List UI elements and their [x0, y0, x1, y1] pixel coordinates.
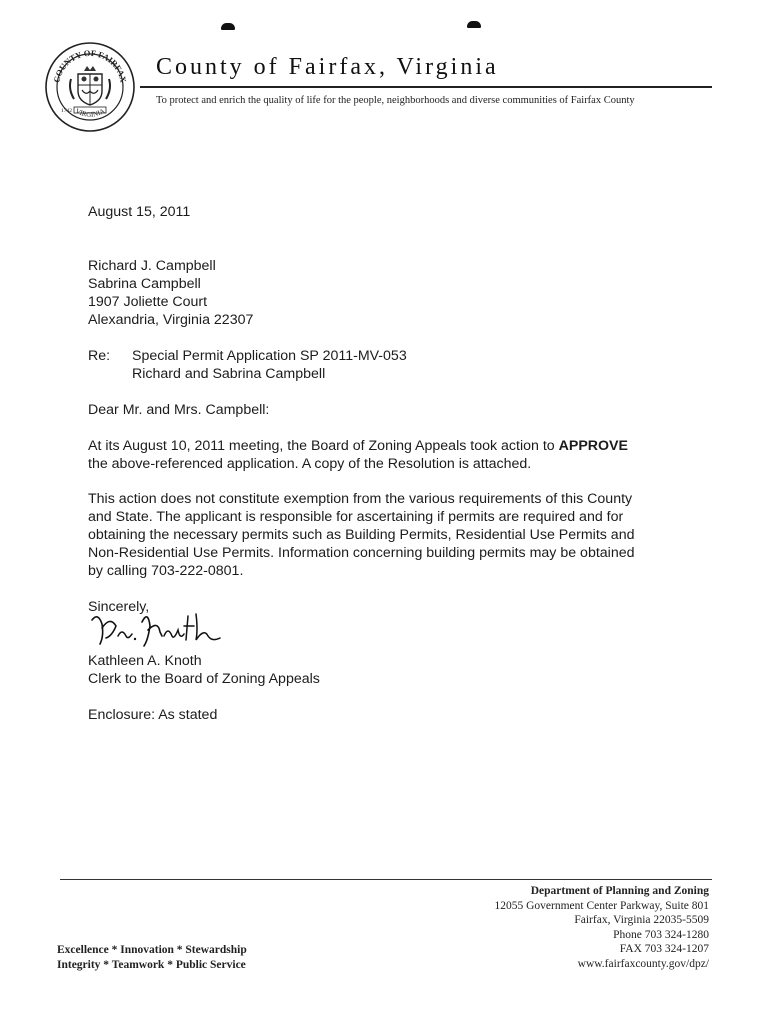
seal-top-text: COUNTY OF FAIRFAX — [51, 47, 129, 84]
scan-mark-left — [221, 23, 235, 30]
salutation: Dear Mr. and Mrs. Campbell: — [88, 402, 270, 418]
department-address-block — [494, 884, 709, 972]
seal-bottom-text: VIRGINIA — [73, 106, 107, 119]
paragraph-approval — [88, 437, 628, 473]
address-line: Fairfax, Virginia 22035-5509 — [574, 914, 709, 927]
approval-decision: APPROVE — [558, 438, 628, 454]
recipient-line: Richard J. Campbell — [88, 258, 216, 274]
phone-line: Phone 703 324-1280 — [613, 928, 709, 941]
permits-line: Non-Residential Use Permits. Information concerning building permits may be obtained — [88, 545, 635, 561]
recipient-address — [88, 257, 253, 329]
scan-mark-right — [467, 21, 481, 28]
address-line: 12055 Government Center Parkway, Suite 801 — [494, 899, 709, 912]
signer-name: Kathleen A. Knoth — [88, 653, 202, 669]
seal-year: 1742 — [61, 108, 72, 114]
approval-text: At its August 10, 2011 meeting, the Board of Zoning Appeals took action to — [88, 438, 559, 454]
signer-block — [88, 652, 320, 688]
recipient-line: Sabrina Campbell — [88, 276, 201, 292]
letter-date: August 15, 2011 — [88, 204, 191, 220]
recipient-line: 1907 Joliette Court — [88, 294, 208, 310]
letterhead-title: County of Fairfax, Virginia — [156, 54, 499, 80]
permits-line: This action does not constitute exemption from the various requirements of this County — [88, 491, 633, 507]
approval-line: the above-referenced application. A copy of the Resolution is attached. — [88, 456, 532, 472]
re-label: Re: — [88, 348, 111, 364]
paragraph-permits — [88, 490, 635, 580]
recipient-line: Alexandria, Virginia 22307 — [88, 312, 254, 328]
county-values — [57, 943, 247, 973]
letterhead-divider — [140, 86, 712, 88]
permits-line: obtaining the necessary permits such as Building Permits, Residential Use Permits and — [88, 527, 635, 543]
letterhead-motto: To protect and enrich the quality of life for the people, neighborhoods and diverse communities of Fairfax County — [156, 95, 635, 106]
county-seal — [44, 41, 136, 133]
footer-divider — [60, 879, 712, 880]
re-line: Special Permit Application SP 2011-MV-053 — [132, 348, 407, 364]
values-line: Integrity * Teamwork * Public Service — [57, 959, 246, 971]
re-subject — [132, 347, 407, 383]
department-name: Department of Planning and Zoning — [530, 885, 709, 897]
signature — [88, 606, 228, 652]
re-line: Richard and Sabrina Campbell — [132, 366, 326, 382]
fax-line: FAX 703 324-1207 — [619, 943, 709, 956]
enclosure-note: Enclosure: As stated — [88, 707, 218, 723]
values-line: Excellence * Innovation * Stewardship — [57, 944, 247, 956]
permits-line: by calling 703-222-0801. — [88, 563, 244, 579]
website-line: www.fairfaxcounty.gov/dpz/ — [577, 957, 709, 970]
signer-title: Clerk to the Board of Zoning Appeals — [88, 671, 320, 687]
permits-line: and State. The applicant is responsible for ascertaining if permits are required and for — [88, 509, 624, 525]
closing: Sincerely, — [88, 599, 150, 615]
